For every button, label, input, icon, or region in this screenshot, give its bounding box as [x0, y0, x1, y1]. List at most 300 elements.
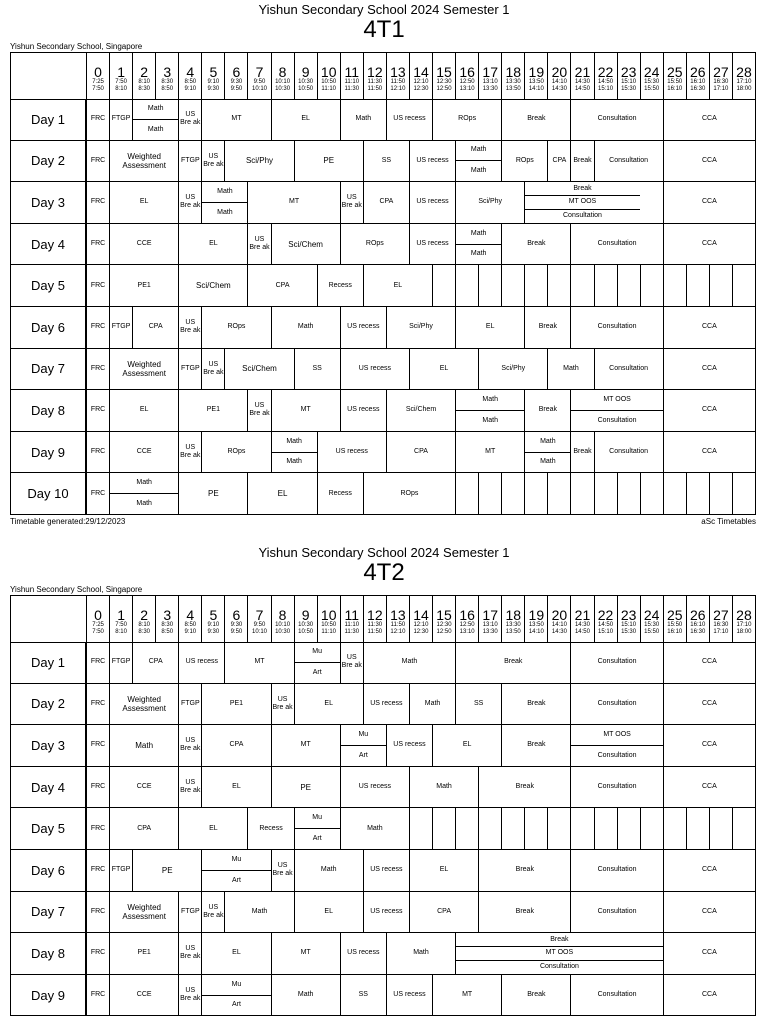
lesson-cell [686, 808, 709, 849]
period-end-time: 11:10 [321, 629, 336, 635]
lesson-cell-part: Art [202, 870, 270, 891]
period-start-time: 16:30 [713, 622, 729, 628]
lesson-cell: CCA [663, 390, 755, 431]
period-number: 26 [690, 64, 706, 80]
period-number: 14 [413, 607, 429, 623]
lesson-cell: US recess [386, 975, 432, 1016]
period-header [86, 596, 109, 642]
period-end-time: 14:30 [551, 629, 567, 635]
lesson-cell: PE1 [109, 265, 178, 306]
period-start-time: 8:10 [138, 622, 150, 628]
period-number: 3 [163, 607, 172, 623]
timetable-generated-date: Timetable generated:29/12/2023 [10, 517, 126, 526]
period-end-time: 11:30 [344, 86, 360, 92]
day-row [11, 141, 755, 183]
lesson-cell: FRC [86, 850, 109, 891]
lesson-cell [732, 808, 755, 849]
lesson-cell-part: MT OOS [456, 946, 663, 960]
lesson-cell [201, 182, 247, 223]
lesson-cell: US recess [340, 933, 386, 974]
lesson-cell: Math [109, 725, 178, 766]
lesson-cell [709, 473, 732, 514]
day-row [11, 642, 755, 684]
period-number: 18 [505, 64, 522, 80]
day-label: Day 3 [11, 725, 86, 766]
period-number: 27 [713, 64, 729, 80]
lesson-cell [432, 808, 455, 849]
lesson-cell: MT [432, 975, 501, 1016]
lesson-cell: Sci/Phy [386, 307, 455, 348]
lesson-cell: PE1 [201, 684, 270, 725]
day-label: Day 4 [11, 767, 86, 808]
period-end-time: 13:50 [505, 629, 521, 635]
period-end-time: 8:10 [115, 86, 127, 92]
period-start-time: 12:30 [436, 622, 452, 628]
lesson-cell: Weighted Assessment [109, 684, 178, 725]
period-number: 9 [301, 64, 310, 80]
period-end-time: 12:50 [436, 629, 452, 635]
lesson-cell: US recess [363, 684, 409, 725]
period-start-time: 9:10 [207, 622, 220, 628]
period-number: 18 [505, 607, 522, 623]
lesson-cell-part: Break [550, 935, 569, 943]
lesson-cell: Recess [247, 808, 293, 849]
period-end-time: 10:50 [298, 86, 314, 92]
lesson-cell: FRC [86, 390, 109, 431]
period-header [640, 53, 663, 99]
day-row [11, 99, 755, 141]
period-end-time: 14:50 [574, 629, 590, 635]
lesson-cell: Break [478, 850, 570, 891]
lesson-cell-part: Math [217, 188, 233, 196]
lesson-cell: SS [455, 684, 501, 725]
period-end-time: 15:10 [598, 86, 614, 92]
lesson-cell-part: Mu [231, 855, 242, 863]
lesson-cell: Break [570, 141, 593, 182]
period-start-time: 10:10 [275, 622, 291, 628]
period-end-time: 15:10 [598, 629, 614, 635]
lesson-cell: CCA [663, 432, 755, 473]
day-row [11, 975, 755, 1017]
lesson-cell-part: Mu [231, 980, 242, 988]
period-end-time: 18:00 [736, 629, 752, 635]
lesson-cell: MT [455, 432, 524, 473]
day-label: Day 10 [11, 473, 86, 514]
lesson-cell: ROps [201, 307, 270, 348]
lesson-cell: US recess [386, 725, 432, 766]
lesson-cell: FTGP [109, 99, 132, 140]
lesson-cell: FRC [86, 349, 109, 390]
lesson-cell: US Bre ak [247, 224, 270, 265]
period-start-time: 13:10 [482, 622, 498, 628]
day-label: Day 3 [11, 182, 86, 223]
lesson-cell: CCA [663, 642, 755, 683]
lesson-cell [617, 265, 640, 306]
period-header [224, 53, 247, 99]
lesson-cell: US Bre ak [340, 642, 363, 683]
lesson-cell: CPA [109, 808, 178, 849]
lesson-cell [455, 141, 501, 182]
period-end-time: 7:50 [92, 629, 104, 635]
lesson-cell: FRC [86, 767, 109, 808]
lesson-cell: Recess [317, 265, 363, 306]
period-end-time: 14:50 [574, 86, 590, 92]
lesson-cell: FRC [86, 224, 109, 265]
lesson-cell: EL [178, 808, 247, 849]
lesson-cell: CCA [663, 892, 755, 933]
lesson-cell: CCE [109, 432, 178, 473]
lesson-cell [686, 473, 709, 514]
period-end-time: 11:50 [367, 629, 383, 635]
period-start-time: 10:50 [321, 622, 337, 628]
period-end-time: 9:50 [230, 629, 243, 635]
lesson-cell-part: Mu [358, 731, 369, 739]
lesson-cell: CPA [363, 182, 409, 223]
lesson-cell-part: Math [456, 160, 501, 181]
period-header-row [11, 53, 755, 100]
period-start-time: 12:10 [413, 79, 429, 85]
day-label: Day 5 [11, 265, 86, 306]
period-header [409, 596, 432, 642]
lesson-cell: CCA [663, 141, 755, 182]
lesson-cell [455, 933, 663, 974]
lesson-cell-part: Math [202, 202, 247, 223]
school-location: Yishun Secondary School, Singapore [10, 42, 143, 51]
period-start-time: 7:25 [92, 79, 104, 85]
period-header [340, 596, 363, 642]
lesson-cell: Sci/Phy [478, 349, 547, 390]
lesson-cell [132, 99, 178, 140]
lesson-cell-part: Math [272, 452, 317, 473]
lesson-cell-part: Consultation [571, 745, 662, 766]
period-number: 9 [301, 607, 310, 623]
period-number: 21 [574, 64, 591, 80]
lesson-cell: CPA [409, 892, 478, 933]
lesson-cell: US recess [340, 307, 386, 348]
lesson-cell [294, 808, 340, 849]
period-number: 0 [94, 64, 102, 80]
period-end-time: 12:10 [390, 629, 406, 635]
lesson-cell [524, 432, 570, 473]
lesson-cell: FRC [86, 99, 109, 140]
lesson-cell: EL [294, 684, 363, 725]
period-end-time: 15:50 [644, 629, 660, 635]
period-header [271, 596, 294, 642]
lesson-cell: CPA [386, 432, 455, 473]
period-start-time: 9:10 [207, 79, 220, 85]
lesson-cell: FRC [86, 892, 109, 933]
period-number: 10 [320, 607, 337, 623]
lesson-cell: CCA [663, 725, 755, 766]
period-header [178, 53, 201, 99]
period-start-time: 13:30 [505, 79, 521, 85]
day-row [11, 725, 755, 767]
lesson-cell: US recess [340, 390, 386, 431]
lesson-cell: SS [340, 975, 386, 1016]
lesson-cell: CPA [201, 725, 270, 766]
lesson-cell: FRC [86, 473, 109, 514]
lesson-cell: US Bre ak [178, 432, 201, 473]
period-header [432, 596, 455, 642]
lesson-cell-part: Math [470, 146, 487, 154]
period-start-time: 13:50 [528, 622, 544, 628]
lesson-cell: MT [271, 725, 340, 766]
day-label: Day 6 [11, 307, 86, 348]
period-start-time: 8:50 [184, 622, 197, 628]
period-end-time: 10:10 [251, 86, 267, 92]
period-header [178, 596, 201, 642]
lesson-cell [340, 725, 386, 766]
lesson-cell: US Bre ak [201, 892, 224, 933]
lesson-cell: Math [294, 850, 363, 891]
lesson-cell: US recess [340, 349, 409, 390]
period-header [432, 53, 455, 99]
period-header [501, 53, 524, 99]
lesson-cell: US Bre ak [201, 349, 224, 390]
lesson-cell: Sci/Phy [455, 182, 524, 223]
lesson-cell: Weighted Assessment [109, 141, 178, 182]
timetable-grid [10, 595, 756, 1016]
lesson-cell: PE [271, 767, 340, 808]
period-number: 2 [140, 64, 149, 80]
period-header [732, 596, 755, 642]
period-start-time: 14:30 [574, 622, 590, 628]
lesson-cell-part: Consultation [525, 209, 639, 223]
period-start-time: 14:50 [598, 79, 614, 85]
class-title: 4T1 [363, 16, 405, 43]
period-header [478, 596, 501, 642]
lesson-cell: PE [178, 473, 247, 514]
lesson-cell-part: Mu [312, 814, 323, 822]
period-header [617, 596, 640, 642]
lesson-cell [409, 808, 432, 849]
period-number: 17 [482, 64, 498, 80]
period-header [132, 596, 155, 642]
lesson-cell-part: Consultation [571, 410, 662, 431]
lesson-cell: FTGP [178, 684, 201, 725]
period-end-time: 16:30 [690, 629, 706, 635]
lesson-cell [594, 808, 617, 849]
period-number: 11 [344, 607, 360, 623]
period-number: 0 [94, 607, 102, 623]
period-end-time: 12:10 [390, 86, 406, 92]
period-start-time: 10:50 [321, 79, 337, 85]
period-number: 6 [232, 607, 241, 623]
period-header [570, 596, 593, 642]
lesson-cell: US Bre ak [178, 933, 201, 974]
period-number: 8 [278, 607, 287, 623]
period-header [386, 596, 409, 642]
period-start-time: 10:30 [298, 79, 314, 85]
lesson-cell [478, 473, 501, 514]
period-start-time: 9:30 [230, 622, 243, 628]
lesson-cell: EL [271, 99, 340, 140]
day-label: Day 9 [11, 975, 86, 1016]
period-start-time: 12:50 [459, 79, 475, 85]
period-start-time: 15:30 [644, 79, 660, 85]
period-end-time: 9:10 [184, 629, 197, 635]
period-header [363, 53, 386, 99]
lesson-cell: FRC [86, 725, 109, 766]
lesson-cell [501, 473, 524, 514]
day-label: Day 9 [11, 432, 86, 473]
period-header [547, 53, 570, 99]
period-start-time: 16:10 [690, 79, 706, 85]
day-label: Day 1 [11, 642, 86, 683]
period-end-time: 9:30 [207, 629, 220, 635]
lesson-cell-part: MT OOS [603, 396, 631, 404]
lesson-cell: ROps [201, 432, 270, 473]
lesson-cell: Consultation [594, 432, 663, 473]
lesson-cell: EL [294, 892, 363, 933]
lesson-cell: Sci/Chem [271, 224, 340, 265]
lesson-cell: FTGP [178, 892, 201, 933]
period-start-time: 7:25 [92, 622, 104, 628]
lesson-cell-part: Math [147, 104, 164, 112]
lesson-cell-part: Art [295, 662, 340, 683]
lesson-cell: FTGP [109, 850, 132, 891]
lesson-cell [109, 473, 178, 514]
period-number: 15 [436, 64, 452, 80]
period-start-time: 10:30 [298, 622, 314, 628]
period-number: 14 [413, 64, 429, 80]
lesson-cell [570, 725, 662, 766]
period-start-time: 15:30 [644, 622, 660, 628]
period-number: 16 [459, 64, 475, 80]
period-number: 3 [163, 64, 172, 80]
lesson-cell: Break [570, 432, 593, 473]
period-start-time: 15:10 [621, 622, 637, 628]
day-row [11, 182, 755, 224]
day-label: Day 7 [11, 349, 86, 390]
period-header [709, 596, 732, 642]
lesson-cell [570, 265, 593, 306]
period-end-time: 17:10 [713, 86, 729, 92]
lesson-cell: FTGP [178, 141, 201, 182]
lesson-cell: FRC [86, 307, 109, 348]
lesson-cell-part: Mu [312, 647, 323, 655]
day-row [11, 473, 755, 515]
period-number: 1 [117, 64, 125, 80]
lesson-cell-part: Art [202, 995, 270, 1016]
lesson-cell [455, 224, 501, 265]
period-end-time: 12:30 [413, 86, 429, 92]
lesson-cell: ROps [363, 473, 455, 514]
period-header [455, 53, 478, 99]
period-number: 5 [209, 64, 218, 80]
period-start-time: 15:50 [667, 622, 683, 628]
period-number: 26 [690, 607, 706, 623]
period-number: 8 [278, 64, 287, 80]
lesson-cell [617, 808, 640, 849]
period-end-time: 15:30 [621, 86, 637, 92]
lesson-cell: EL [455, 307, 524, 348]
period-header [524, 53, 547, 99]
lesson-cell: US recess [386, 99, 432, 140]
period-header [271, 53, 294, 99]
lesson-cell: US recess [409, 224, 455, 265]
period-header [594, 53, 617, 99]
lesson-cell: US recess [409, 182, 455, 223]
lesson-cell-part: Math [110, 493, 178, 514]
period-header [340, 53, 363, 99]
period-number: 22 [597, 64, 614, 80]
period-end-time: 13:30 [482, 629, 498, 635]
period-header [455, 596, 478, 642]
day-row [11, 892, 755, 934]
period-end-time: 8:30 [138, 629, 150, 635]
lesson-cell: US Bre ak [271, 850, 294, 891]
lesson-cell [478, 808, 501, 849]
lesson-cell: MT [247, 182, 339, 223]
lesson-cell [686, 265, 709, 306]
period-start-time: 13:30 [505, 622, 521, 628]
lesson-cell-part: Math [133, 119, 178, 140]
lesson-cell: Break [455, 642, 570, 683]
period-header [317, 53, 340, 99]
period-header [155, 53, 178, 99]
lesson-cell: Consultation [570, 99, 662, 140]
period-end-time: 16:10 [667, 629, 683, 635]
period-header [663, 53, 686, 99]
lesson-cell: EL [109, 182, 178, 223]
lesson-cell [294, 642, 340, 683]
lesson-cell: Sci/Chem [224, 349, 293, 390]
lesson-cell: CPA [132, 307, 178, 348]
period-start-time: 12:10 [413, 622, 429, 628]
lesson-cell: Sci/Phy [224, 141, 293, 182]
period-header [109, 596, 132, 642]
period-end-time: 8:50 [161, 629, 174, 635]
lesson-cell: EL [409, 850, 478, 891]
period-start-time: 12:50 [459, 622, 475, 628]
period-end-time: 13:10 [459, 86, 475, 92]
day-label: Day 2 [11, 684, 86, 725]
lesson-cell [524, 808, 547, 849]
period-header [709, 53, 732, 99]
period-number: 27 [713, 607, 729, 623]
lesson-cell: FTGP [178, 349, 201, 390]
lesson-cell [617, 473, 640, 514]
lesson-cell: FRC [86, 642, 109, 683]
lesson-cell: CCA [663, 975, 755, 1016]
lesson-cell [663, 473, 686, 514]
period-header [363, 596, 386, 642]
period-header [294, 596, 317, 642]
period-number: 25 [666, 64, 683, 80]
lesson-cell: Sci/Chem [178, 265, 247, 306]
lesson-cell: Break [524, 390, 570, 431]
lesson-cell: ROps [432, 99, 501, 140]
period-end-time: 9:50 [230, 86, 243, 92]
lesson-cell: Consultation [570, 767, 662, 808]
period-header [224, 596, 247, 642]
lesson-cell [201, 975, 270, 1016]
lesson-cell [570, 473, 593, 514]
lesson-cell [455, 390, 524, 431]
period-end-time: 9:30 [207, 86, 220, 92]
lesson-cell [455, 265, 478, 306]
lesson-cell: US Bre ak [340, 182, 363, 223]
lesson-cell: US recess [340, 767, 409, 808]
lesson-cell: CCE [109, 767, 178, 808]
day-label: Day 2 [11, 141, 86, 182]
period-number: 4 [186, 64, 195, 80]
lesson-cell: MT [271, 390, 340, 431]
lesson-cell: MT [271, 933, 340, 974]
lesson-cell: CCA [663, 767, 755, 808]
lesson-cell: EL [409, 349, 478, 390]
